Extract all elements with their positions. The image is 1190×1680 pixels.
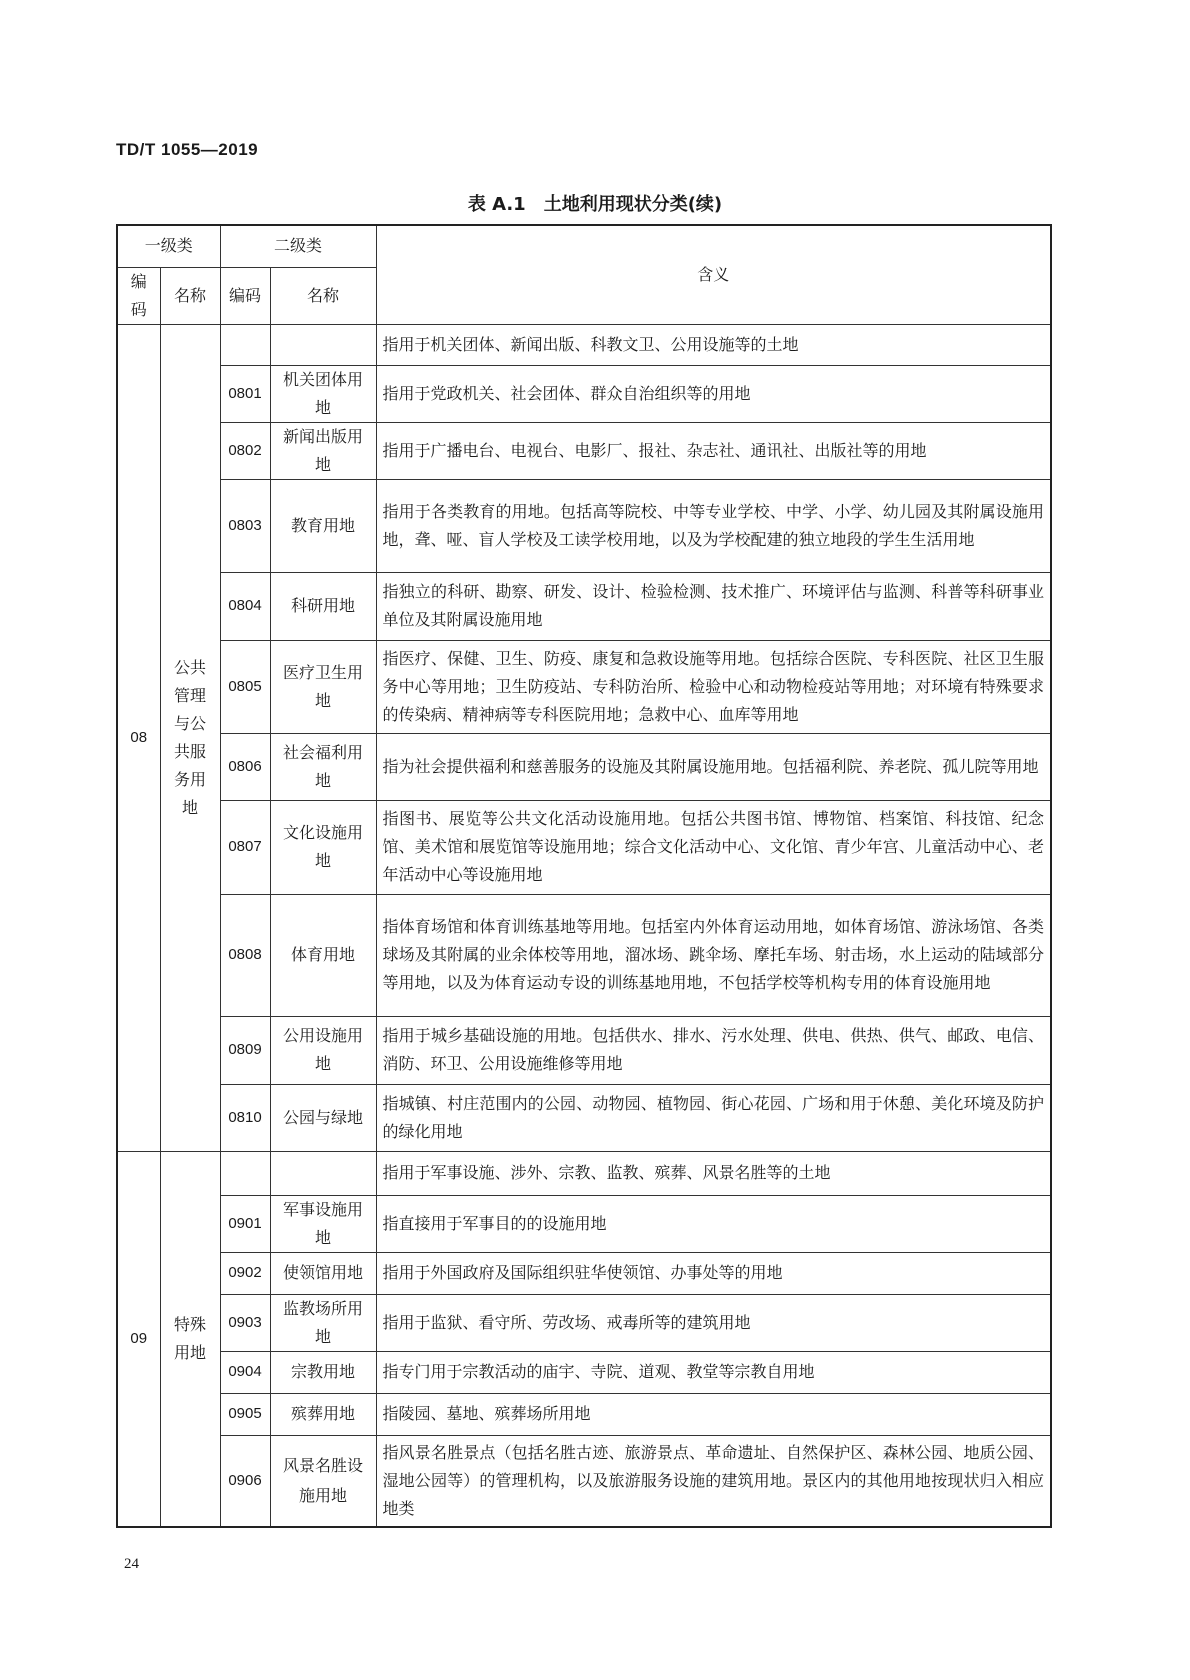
table-row — [117, 800, 1051, 894]
level2-code: 0801 — [220, 365, 270, 422]
table-row — [117, 894, 1051, 1016]
level2-name — [270, 324, 376, 365]
header-level2: 二级类 — [220, 225, 376, 267]
meaning-cell: 指图书、展览等公共文化活动设施用地。包括公共图书馆、博物馆、档案馆、科技馆、纪念馆、美术馆和展览馆等设施用地；综合文化活动中心、文化馆、青少年宫、儿童活动中心、老年活动中心等设施用地 — [376, 800, 1051, 894]
table-row — [117, 572, 1051, 640]
level2-code: 0803 — [220, 479, 270, 572]
meaning-cell: 指陵园、墓地、殡葬场所用地 — [376, 1393, 1051, 1435]
table-row — [117, 1195, 1051, 1252]
table-row — [117, 640, 1051, 733]
level2-name: 公用设施用地 — [270, 1016, 376, 1084]
table-row — [117, 479, 1051, 572]
level2-code: 0901 — [220, 1195, 270, 1252]
meaning-cell: 指用于党政机关、社会团体、群众自治组织等的用地 — [376, 365, 1051, 422]
level2-code — [220, 1151, 270, 1195]
meaning-cell: 指直接用于军事目的的设施用地 — [376, 1195, 1051, 1252]
level2-code: 0807 — [220, 800, 270, 894]
table-row — [117, 1151, 1051, 1195]
level2-code: 0806 — [220, 733, 270, 800]
table-row — [117, 1084, 1051, 1151]
level2-code: 0904 — [220, 1351, 270, 1393]
table-row — [117, 1351, 1051, 1393]
level2-code: 0905 — [220, 1393, 270, 1435]
meaning-cell: 指城镇、村庄范围内的公园、动物园、植物园、街心花园、广场和用于休憩、美化环境及防护的绿化用地 — [376, 1084, 1051, 1151]
header-level1: 一级类 — [117, 225, 220, 267]
level1-name: 公共管理与公共服务用地 — [160, 324, 220, 1151]
standard-code: TD/T 1055—2019 — [116, 140, 259, 159]
level2-name: 监教场所用地 — [270, 1294, 376, 1351]
table-row — [117, 733, 1051, 800]
meaning-cell: 指用于城乡基础设施的用地。包括供水、排水、污水处理、供电、供热、供气、邮政、电信、消防、环卫、公用设施维修等用地 — [376, 1016, 1051, 1084]
level2-code — [220, 324, 270, 365]
meaning-cell: 指独立的科研、勘察、研发、设计、检验检测、技术推广、环境评估与监测、科普等科研事业单位及其附属设施用地 — [376, 572, 1051, 640]
level2-name: 公园与绿地 — [270, 1084, 376, 1151]
level2-name: 文化设施用地 — [270, 800, 376, 894]
table-row — [117, 1393, 1051, 1435]
level2-code: 0809 — [220, 1016, 270, 1084]
level2-code: 0906 — [220, 1435, 270, 1527]
level2-code: 0804 — [220, 572, 270, 640]
level2-name: 科研用地 — [270, 572, 376, 640]
level1-code: 08 — [117, 324, 160, 1151]
meaning-cell: 指体育场馆和体育训练基地等用地。包括室内外体育运动用地，如体育场馆、游泳场馆、各类球场及其附属的业余体校等用地，溜冰场、跳伞场、摩托车场、射击场，水上运动的陆域部分等用地，以及为体育运动专设的训练基地用地，不包括学校等机构专用的体育设施用地 — [376, 894, 1051, 1016]
meaning-cell: 指风景名胜景点（包括名胜古迹、旅游景点、革命遗址、自然保护区、森林公园、地质公园、湿地公园等）的管理机构，以及旅游服务设施的建筑用地。景区内的其他用地按现状归入相应地类 — [376, 1435, 1051, 1527]
header-level2-code: 编码 — [220, 267, 270, 324]
level2-name: 社会福利用地 — [270, 733, 376, 800]
meaning-cell: 指为社会提供福利和慈善服务的设施及其附属设施用地。包括福利院、养老院、孤儿院等用地 — [376, 733, 1051, 800]
meaning-cell: 指用于机关团体、新闻出版、科教文卫、公用设施等的土地 — [376, 324, 1051, 365]
level2-code: 0810 — [220, 1084, 270, 1151]
level2-name: 使领馆用地 — [270, 1252, 376, 1294]
meaning-cell: 指用于广播电台、电视台、电影厂、报社、杂志社、通讯社、出版社等的用地 — [376, 422, 1051, 479]
meaning-cell: 指用于各类教育的用地。包括高等院校、中等专业学校、中学、小学、幼儿园及其附属设施用地，聋、哑、盲人学校及工读学校用地，以及为学校配建的独立地段的学生生活用地 — [376, 479, 1051, 572]
level2-code: 0903 — [220, 1294, 270, 1351]
meaning-cell: 指用于军事设施、涉外、宗教、监教、殡葬、风景名胜等的土地 — [376, 1151, 1051, 1195]
table-row — [117, 422, 1051, 479]
level2-name: 医疗卫生用地 — [270, 640, 376, 733]
meaning-cell: 指用于监狱、看守所、劳改场、戒毒所等的建筑用地 — [376, 1294, 1051, 1351]
header-level1-code: 编码 — [117, 267, 160, 324]
level2-name: 教育用地 — [270, 479, 376, 572]
level2-code: 0802 — [220, 422, 270, 479]
level2-name: 新闻出版用地 — [270, 422, 376, 479]
meaning-cell: 指专门用于宗教活动的庙宇、寺院、道观、教堂等宗教自用地 — [376, 1351, 1051, 1393]
page-number: 24 — [124, 1556, 139, 1572]
level2-code: 0805 — [220, 640, 270, 733]
table-row — [117, 1294, 1051, 1351]
level1-name: 特殊用地 — [160, 1151, 220, 1527]
level2-name — [270, 1151, 376, 1195]
level1-code: 09 — [117, 1151, 160, 1527]
table-row — [117, 1435, 1051, 1527]
table-row — [117, 324, 1051, 365]
level2-name: 军事设施用地 — [270, 1195, 376, 1252]
level2-code: 0808 — [220, 894, 270, 1016]
header-level2-name: 名称 — [270, 267, 376, 324]
header-level1-name: 名称 — [160, 267, 220, 324]
level2-code: 0902 — [220, 1252, 270, 1294]
header-meaning: 含义 — [376, 225, 1051, 324]
level2-name: 殡葬用地 — [270, 1393, 376, 1435]
table-title: 表 A.1 土地利用现状分类(续) — [467, 194, 723, 215]
meaning-cell: 指用于外国政府及国际组织驻华使领馆、办事处等的用地 — [376, 1252, 1051, 1294]
level2-name: 机关团体用地 — [270, 365, 376, 422]
land-use-classification-table — [116, 224, 1052, 1528]
level2-name: 体育用地 — [270, 894, 376, 1016]
table-row — [117, 1252, 1051, 1294]
table-row — [117, 365, 1051, 422]
meaning-cell: 指医疗、保健、卫生、防疫、康复和急救设施等用地。包括综合医院、专科医院、社区卫生服务中心等用地；卫生防疫站、专科防治所、检验中心和动物检疫站等用地；对环境有特殊要求的传染病、精神病等专科医院用地；急救中心、血库等用地 — [376, 640, 1051, 733]
level2-name: 宗教用地 — [270, 1351, 376, 1393]
level2-name: 风景名胜设施用地 — [270, 1435, 376, 1527]
table-row — [117, 1016, 1051, 1084]
